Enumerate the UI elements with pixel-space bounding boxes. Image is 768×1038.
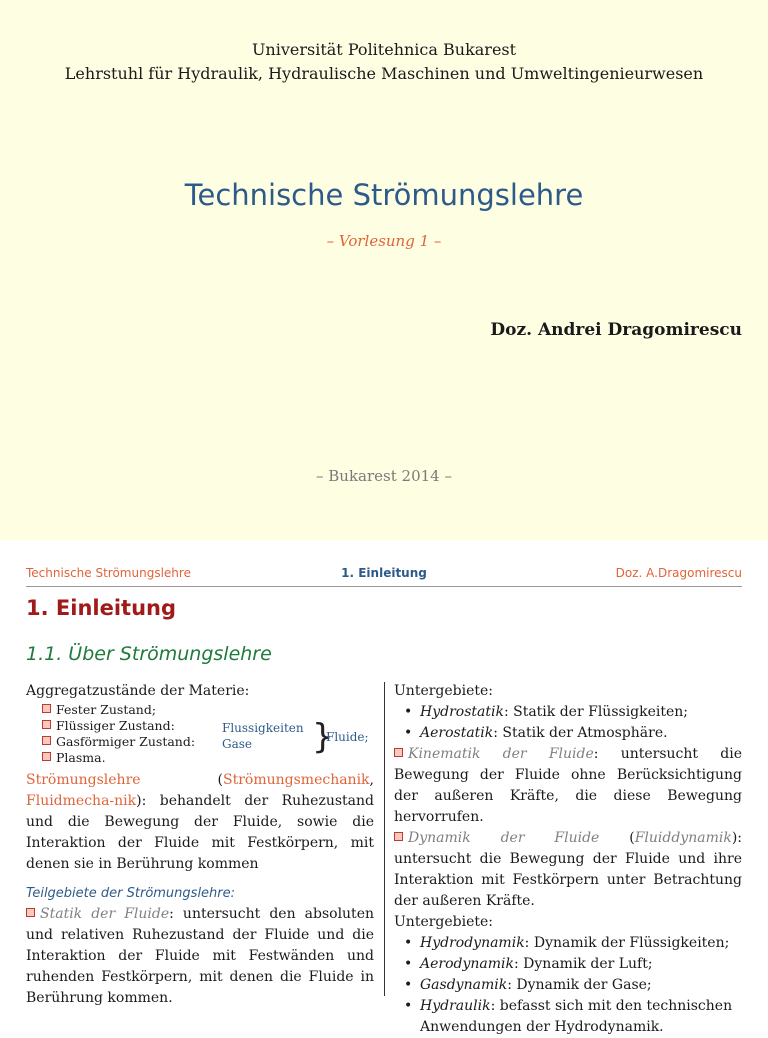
left-column [26,681,374,1009]
aggregate-states-list [26,702,374,766]
brace-label-fluids: Fluide; [326,730,369,744]
list-item: Flüssiger Zustand: [42,718,175,734]
kinematik-paragraph [394,744,742,828]
square-bullet-icon [394,832,403,841]
list-item: • Aerodynamik: Dynamik der Luft; [394,954,742,975]
lecture-title: Technische Strömungslehre [184,178,584,212]
author-name: Doz. Andrei Dragomirescu [490,320,742,340]
dash: – [316,467,324,485]
square-bullet-icon [394,748,403,757]
square-bullet-icon [42,704,51,713]
square-bullet-icon [42,736,51,745]
bullet-icon: • [404,998,413,1014]
list-item: • Aerostatik: Statik der Atmosphäre. [394,723,742,744]
place-year [0,467,768,485]
dynamik-paragraph: Dynamik der Fluide (Fluiddynamik): untersucht die Bewegung der Fluide und ihre Interaktion mit Festkörpern unter Betrachtung der außeren Kräfte. [394,830,742,909]
bullet-icon: • [404,977,413,993]
statik-text: : untersucht den absoluten und relativen Ruhezustand der Fluide und die Interaktion der Fluide mit Festwänden und ruhenden Festkörpern, mit denen die Fluide in Berührung kommen. [26,906,374,1006]
section-title: 1. Einleitung [26,596,177,620]
list-item: Plasma. [42,750,106,766]
list-item: • Gasdynamik: Dynamik der Gase; [394,975,742,996]
dash: – [433,232,442,250]
teilgebiete-heading: Teilgebiete der Strömungslehre: [26,886,236,901]
list-item: • Hydrodynamik: Dynamik der Flüssigkeiten; [394,933,742,954]
subtitle-text: Vorlesung 1 [338,232,430,250]
column-divider [384,682,385,996]
content-slide [0,546,768,1035]
bullet-icon: • [404,704,413,720]
term-stroemungslehre: Strömungslehre [26,772,141,788]
term-fluiddynamik: Fluiddynamik [634,830,732,846]
definition-paragraph: Strömungslehre (Strömungsmechanik, Fluidmecha-nik): behandelt der Ruhezustand und die Bewegung der Fluide, sowie die Interaktion der Fluide mit Festkörpern, mit denen sie in Berührung kommen [26,772,374,872]
term-dynamik: Dynamik der Fluide [408,830,600,846]
dash: – [326,232,335,250]
list-item: Fester Zustand; [42,702,156,718]
university-name: Universität Politehnica Bukarest [251,40,517,59]
header-course: Technische Strömungslehre [26,566,191,580]
term-kinematik: Kinematik der Fluide [408,746,594,762]
bullet-icon: • [404,935,413,951]
square-bullet-icon [42,720,51,729]
aggregate-intro: Aggregatzustände der Materie: [26,683,250,699]
place-year-text: Bukarest 2014 [328,467,440,485]
definition-text: ): behandelt der Ruhezustand und die Bewegung der Fluide, sowie die Interaktion der Fluide mit Festkörpern, mit denen sie in Berührung kommen [26,793,374,872]
statik-paragraph [26,904,374,1009]
right-brace-icon: } [312,717,334,757]
square-bullet-icon [26,908,35,917]
bullet-icon: • [404,956,413,972]
square-bullet-icon [42,752,51,761]
list-item: Gasförmiger Zustand: [42,734,195,750]
right-column [394,681,742,1038]
term-statik: Statik der Fluide [40,906,170,922]
list-item: • Hydraulik: befasst sich mit den technischen Anwendungen der Hydrodynamik. [404,998,733,1035]
list-item: • Hydrostatik: Statik der Flüssigkeiten; [394,702,742,723]
header-section: 1. Einleitung [341,566,427,580]
term-synonym-1: Strömungsmechanik [223,772,370,788]
state-label-liquids: Flussigkeiten [222,721,304,735]
header-author: Doz. A.Dragomirescu [615,566,742,580]
dynamik-text: ): untersucht die Bewegung der Fluide und ihre Interaktion mit Festkörpern unter Betrachtung der außeren Kräfte. [394,830,742,909]
state-label-gases: Gase [222,737,252,751]
kinematik-text: : untersucht die Bewegung der Fluide ohne Berücksichtigung der außeren Kräfte, die diese Bewegung hervorrufen. [394,746,742,825]
header-rule [26,586,742,587]
bullet-icon: • [404,725,413,741]
dash: – [444,467,452,485]
untergebiete-heading-1: Untergebiete: [394,683,494,699]
untergebiete-heading-2: Untergebiete: [394,914,494,930]
term-synonym-2: Fluidmecha-nik [26,793,137,809]
lecture-subtitle [0,232,768,250]
department-name: Lehrstuhl für Hydraulik, Hydraulische Maschinen und Umweltingenieurwesen [64,64,704,83]
subsection-title: 1.1. Über Strömungslehre [26,643,272,665]
